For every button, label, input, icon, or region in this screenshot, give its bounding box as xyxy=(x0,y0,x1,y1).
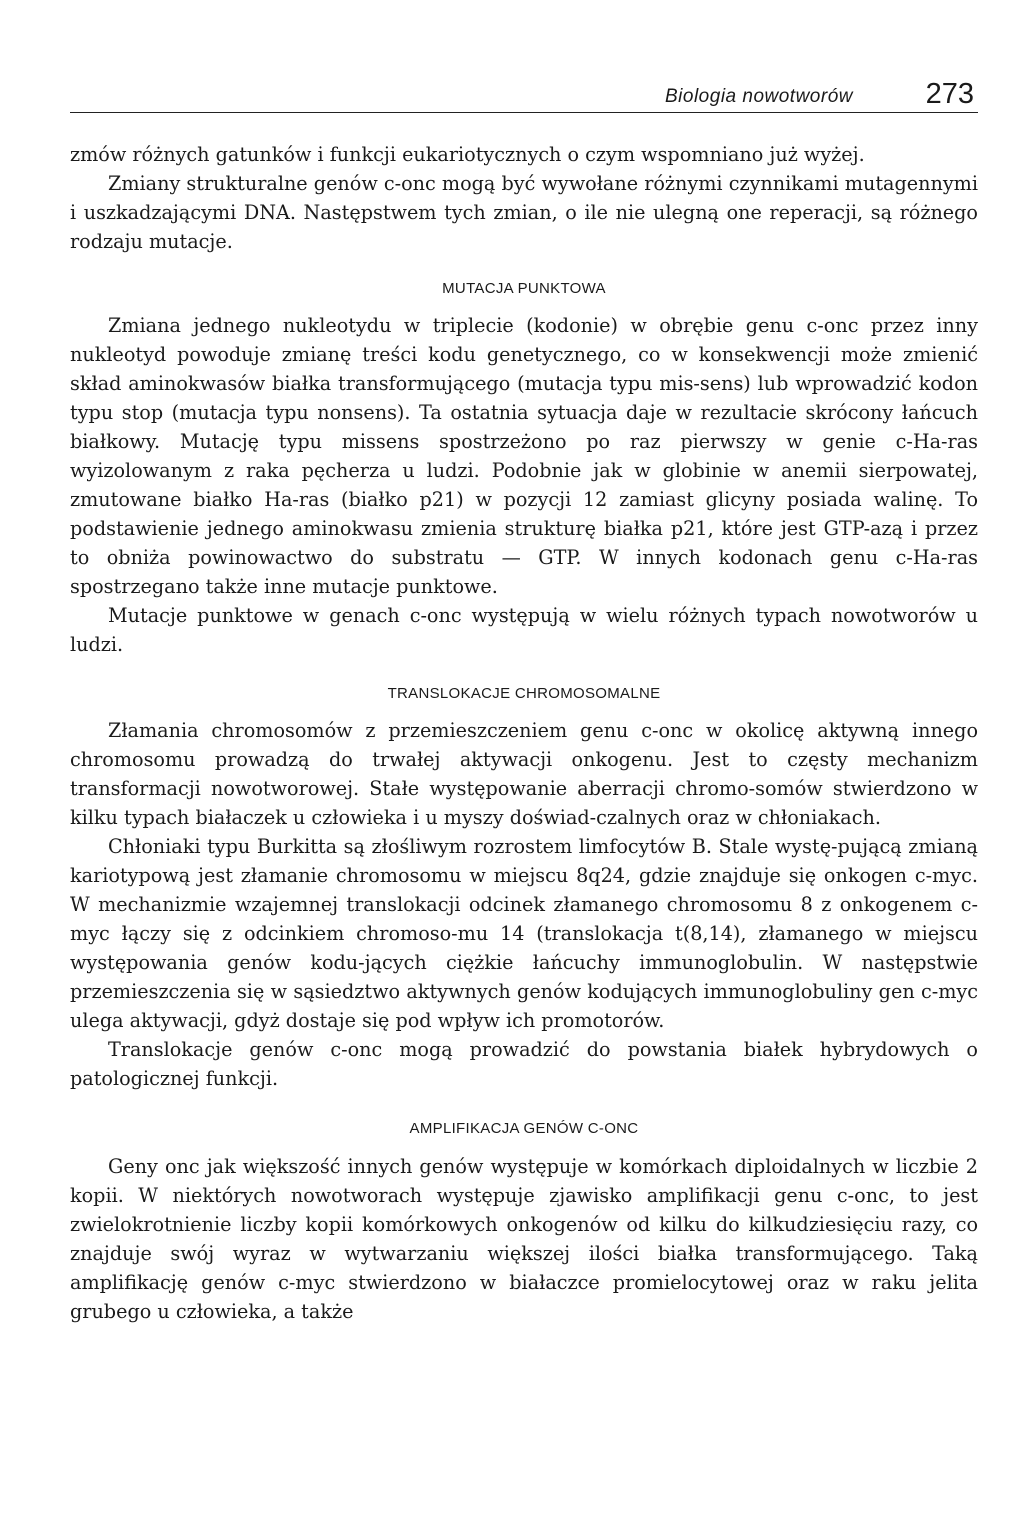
paragraph-structural-changes: Zmiany strukturalne genów c-onc mogą być wywołane różnymi czynnikami mutagennymi i uszkadzającymi DNA. Następstwem tych zmian, o ile nie ulegną one reperacji, są różnego rodzaju mutacje. xyxy=(70,172,978,253)
paragraph-continued: zmów różnych gatunków i funkcji eukariotycznych o czym wspomniano już wyżej. xyxy=(70,143,865,166)
paragraph-point-mutation-1: Zmiana jednego nukleotydu w triplecie (kodonie) w obrębie genu c-onc przez inny nukleotyd powoduje zmianę treści kodu genetycznego, co w konsekwencji może zmienić skład aminokwasów białka transformującego (mutacja typu mis-sens) lub wprowadzić kodon typu stop (mutacja typu nonsens). Ta ostatnia sytuacja daje w rezultacie skrócony łańcuch białkowy. Mutację typu missens spostrzeżono po raz pierwszy w genie c-Ha-ras wyizolowanym z raka pęcherza u ludzi. Podobnie jak w globinie w anemii sierpowatej, zmutowane białko Ha-ras (białko p21) w pozycji 12 zamiast glicyny posiada walinę. To podstawienie jednego aminokwasu zmienia strukturę białka p21, które jest GTP-azą i przez to obniża powinowactwo do substratu — GTP. W innych kodonach genu c-Ha-ras spostrzegano także inne mutacje punktowe. xyxy=(70,314,978,598)
running-title: Biologia nowotworów xyxy=(665,86,853,107)
paragraph-translocations-3: Translokacje genów c-onc mogą prowadzić do powstania białek hybrydowych o patologicznej funkcji. xyxy=(70,1038,978,1090)
paragraph-translocations-1: Złamania chromosomów z przemieszczeniem genu c-onc w okolicę aktywną innego chromosomu prowadzą do trwałej aktywacji onkogenu. Jest to częsty mechanizm transformacji nowotworowej. Stałe występowanie aberracji chromo-somów stwierdzono w kilku typach białaczek u człowieka i u myszy doświad-czalnych oraz w chłoniakach. xyxy=(70,719,978,829)
paragraph-point-mutation-2: Mutacje punktowe w genach c-onc występują w wielu różnych typach nowotworów u ludzi. xyxy=(70,604,978,656)
body-text xyxy=(70,140,978,1326)
running-head xyxy=(70,78,978,113)
section-heading-translocations: TRANSLOKACJE CHROMOSOMALNE xyxy=(387,685,661,702)
paragraph-translocations-2: Chłoniaki typu Burkitta są złośliwym rozrostem limfocytów B. Stale wystę-pującą zmianą kariotypową jest złamanie chromosomu w miejscu 8q24, gdzie znajduje się onkogen c-myc. W mechanizmie wzajemnej translokacji odcinek złamanego chromosomu 8 z onkogenem c-myc łączy się z odcinkiem chromoso-mu 14 (translokacja t(8,14), złamanego w miejscu występowania genów kodu-jących ciężkie łańcuchy immunoglobulin. W następstwie przemieszczenia się w sąsiedztwo aktywnych genów kodujących immunoglobuliny gen c-myc ulega aktywacji, gdyż dostaje się pod wpływ ich promotorów. xyxy=(70,835,978,1032)
section-heading-amplification: AMPLIFIKACJA GENÓW C-ONC xyxy=(409,1120,639,1137)
paragraph-amplification-1: Geny onc jak większość innych genów występuje w komórkach diploidalnych w liczbie 2 kopii. W niektórych nowotworach występuje zjawisko amplifikacji genu c-onc, to jest zwielokrotnienie liczby kopii komórkowych onkogenów od kilku do kilkudziesięciu razy, co znajduje swój wyraz w wytwarzaniu większej ilości białka transformującego. Taką amplifikację genów c-myc stwierdzono w białaczce promielocytowej oraz w raku jelita grubego u człowieka, a także xyxy=(70,1155,978,1323)
section-heading-point-mutation: MUTACJA PUNKTOWA xyxy=(442,280,606,297)
page-number: 273 xyxy=(925,78,974,110)
